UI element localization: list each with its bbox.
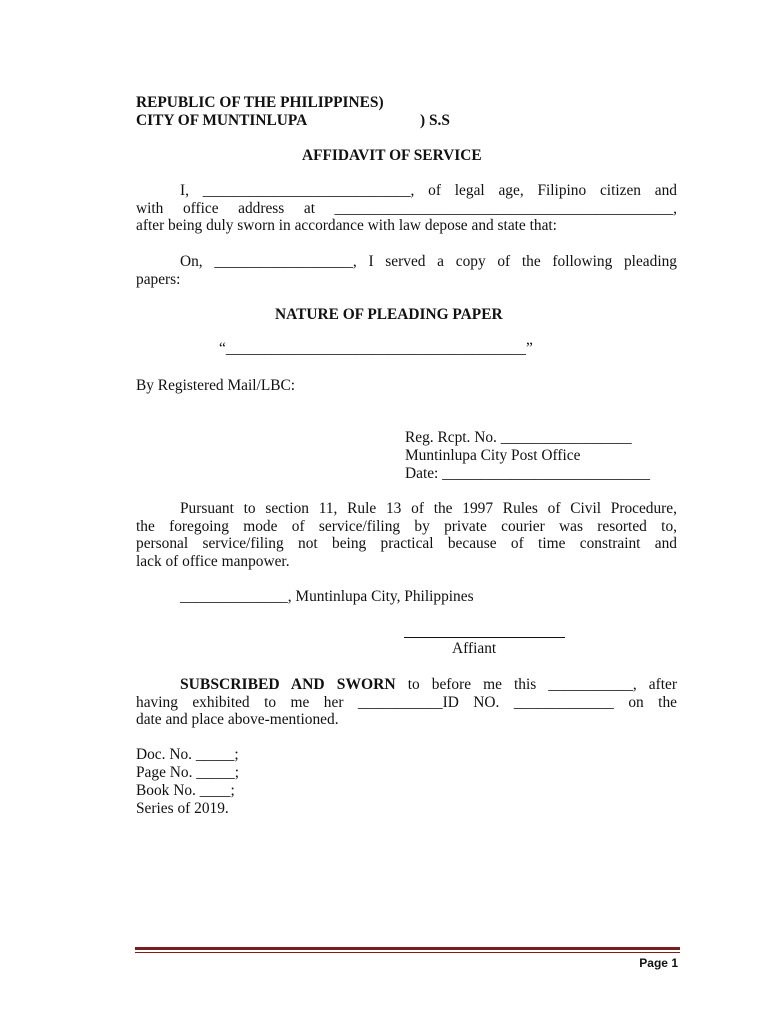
pleading-title-blank: “_______________________________________”: [219, 340, 533, 357]
mail-method-label: By Registered Mail/LBC:: [136, 377, 296, 394]
header-city: CITY OF MUNTINLUPA: [136, 112, 308, 129]
footer-rule-thick: [135, 947, 680, 950]
paragraph-line: Pursuant to section 11, Rule 13 of the 1997 Rules of Civil Procedure,: [180, 500, 677, 517]
pleading-subtitle: NATURE OF PLEADING PAPER: [275, 306, 503, 323]
jurat-bold-phrase: SUBSCRIBED AND SWORN: [180, 676, 396, 693]
paragraph-line: having exhibited to me her ___________ID NO. _____________ on the: [136, 693, 677, 711]
receipt-number: Reg. Rcpt. No. _________________: [405, 429, 632, 446]
paragraph-pursuant: [136, 500, 677, 570]
paragraph-line: personal service/filing not being practical because of time constraint and: [136, 535, 677, 553]
jurat-line-rest: to before me this ___________, after: [395, 676, 677, 693]
paragraph-line: [136, 676, 677, 694]
place-line: ______________, Muntinlupa City, Philippines: [180, 588, 474, 605]
header-ss: ) S.S: [420, 112, 450, 129]
notary-page-no: Page No. _____;: [136, 764, 240, 781]
paragraph-line: lack of office manpower.: [136, 552, 290, 570]
paragraph-line: On, __________________, I served a copy of the following pleading: [180, 253, 677, 270]
paragraph-service: [136, 253, 677, 288]
header-republic: REPUBLIC OF THE PHILIPPINES): [136, 94, 384, 111]
post-office: Muntinlupa City Post Office: [405, 447, 581, 464]
paragraph-line: the foregoing mode of service/filing by private courier was resorted to,: [136, 517, 677, 535]
paragraph-line: date and place above-mentioned.: [136, 711, 339, 729]
paragraph-declarant: [136, 182, 677, 235]
affiant-label: Affiant: [452, 640, 497, 657]
jurat-paragraph: [136, 676, 677, 729]
paragraph-line: I, ___________________________, of legal age, Filipino citizen and: [180, 182, 677, 199]
paragraph-line: papers:: [136, 270, 181, 288]
receipt-date: Date: ___________________________: [405, 465, 650, 482]
affiant-signature-line: [404, 637, 565, 638]
notary-doc-no: Doc. No. _____;: [136, 746, 239, 763]
document-title: AFFIDAVIT OF SERVICE: [302, 147, 482, 164]
notary-book-no: Book No. ____;: [136, 782, 235, 799]
footer-rule-thin: [135, 952, 680, 953]
paragraph-line: after being duly sworn in accordance with law depose and state that:: [136, 217, 557, 235]
page-number: Page 1: [639, 956, 678, 970]
notary-series: Series of 2019.: [136, 800, 229, 817]
paragraph-line: with office address at ____________________________________________,: [136, 199, 677, 217]
